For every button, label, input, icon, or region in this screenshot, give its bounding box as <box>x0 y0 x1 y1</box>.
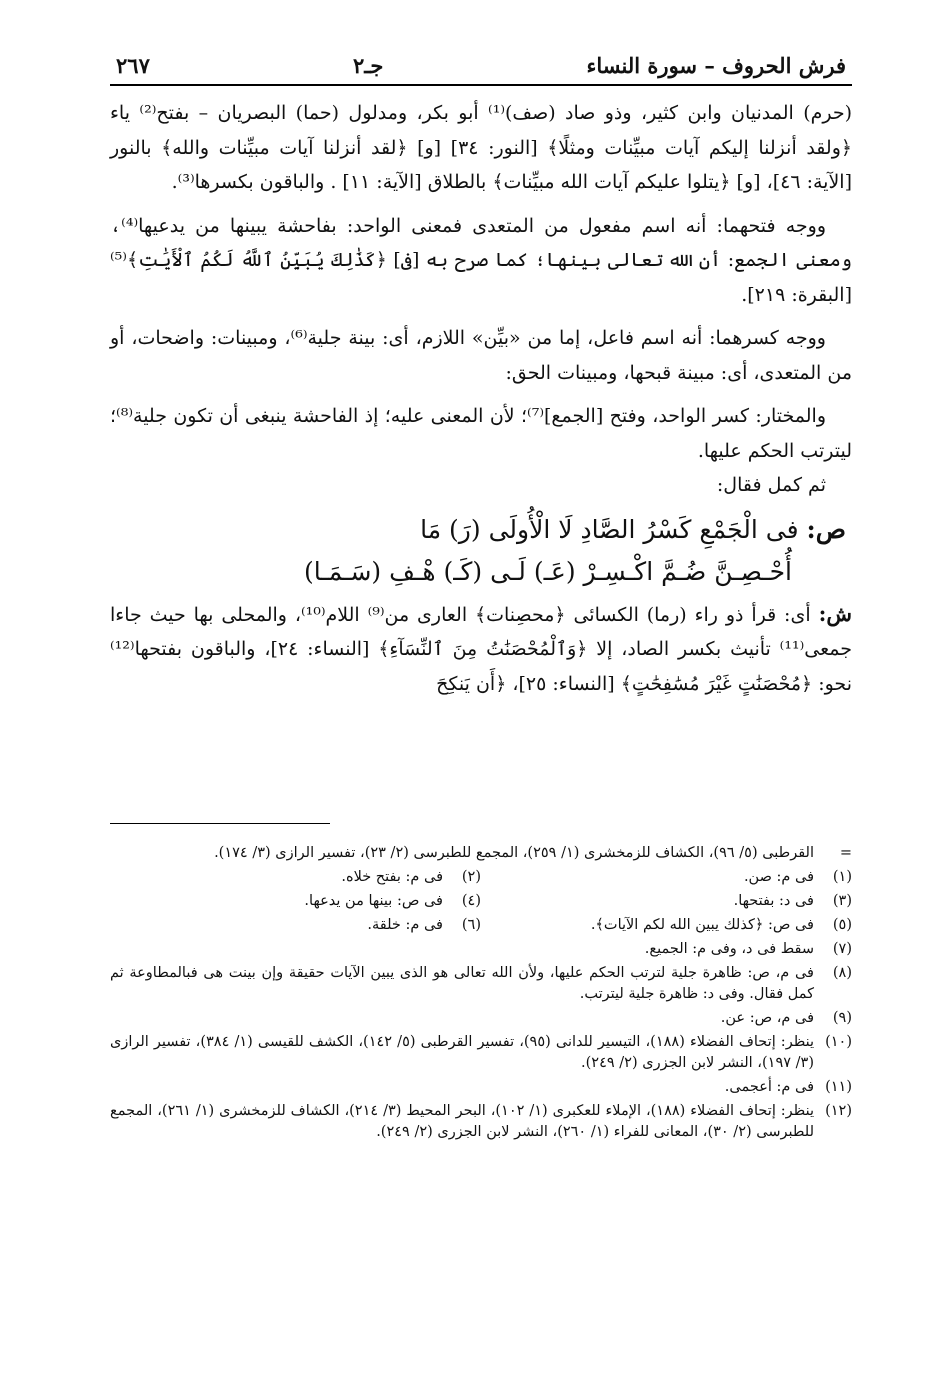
footnote-10-text: ينظر: إتحاف الفضلاء (١٨٨)، التيسير للدانى (٩٥)، تفسير القرطبى (٥/ ١٤٢)، الكشف للقيسى (١/ ٣٨٤)، تفسير الرازى (٣/ ١٩٧)، النشر لابن الجزرى (٢/ ٢٤٩). <box>110 1034 814 1071</box>
footnote-10 <box>110 1032 852 1074</box>
footnote-8 <box>110 963 852 1005</box>
commentary-lead-label: ش: <box>818 600 852 626</box>
footnote-9-text: فى م، ص: عن. <box>720 1010 814 1026</box>
footnote-2-number: (٢) <box>461 869 481 885</box>
footnote-4-text: فى ص: بينها من يدعها. <box>304 893 443 909</box>
footnote-pair-1-2 <box>110 867 852 888</box>
footnote-continued <box>110 843 852 864</box>
paragraph-3: ووجه كسرهما: أنه اسم فاعل، إما من «بيِّن» اللازم، أى: بينة جلية⁽⁶⁾، ومبينات: واضحات، أو من المتعدى، أى: مبينة قبحها، ومبينات الحق: <box>110 327 852 384</box>
footnote-12-number: (١٢) <box>825 1103 852 1119</box>
poem-line-1-text: فى الْجَمْعِ كَسْرُ الصَّادِ لَا الْأُولَى (رَ) مَا <box>420 514 799 544</box>
footnote-6-number: (٦) <box>461 917 481 933</box>
footnote-3-text: فى د: بفتحها. <box>733 893 814 909</box>
footnote-2-text: فى م: بفتح خلاه. <box>341 869 443 885</box>
footnote-12-text: ينظر: إتحاف الفضلاء (١٨٨)، الإملاء للعكبرى (١/ ١٠٢)، البحر المحيط (٣/ ٢١٤)، الكشاف للزمخشرى (١/ ٢٦١)، المجمع للطبرسى (٢/ ٣٠)، المعانى للفراء (١/ ٢٦٠)، النشر لابن الجزرى (٢/ ٢٤٩). <box>110 1103 814 1140</box>
footnote-pair-3-4 <box>110 891 852 912</box>
paragraph-6-text: أى: قرأ ذو راء (رما) الكسائى ﴿محصِنات﴾ العارى من⁽⁹⁾ اللام⁽¹⁰⁾، والمحلى بها حيث جاءا جمعى⁽¹¹⁾ تأنيث بكسر الصاد، إلا ﴿وَٱلْمُحْصَنَٰتُ مِنَ ٱلنِّسَآءِ﴾ [النساء: ٢٤]، والباقون بفتحها⁽¹²⁾ نحو: ﴿مُحْصَنَٰتٍ غَيْرَ مُسَٰفِحَٰتٍ﴾ [النساء: ٢٥]، ﴿أَن يَنكِحَ <box>110 603 852 695</box>
footnote-5-number: (٥) <box>832 917 852 933</box>
footnote-7-number: (٧) <box>832 941 852 957</box>
footnote-9-number: (٩) <box>832 1010 852 1026</box>
paragraph-2: ووجه فتحهما: أنه اسم مفعول من المتعدى فمعنى الواحد: بفاحشة يبينها من يدعيها⁽⁴⁾، ومعنى الجمع: أن الله تعالى بينها؛ كما صرح به [فى] ﴿كَذَٰلِكَ يُبَيِّنُ ٱللَّهُ لَكُمُ ٱلْأَيَٰتِ﴾⁽⁵⁾ [البقرة: ٢١٩]. <box>110 214 852 306</box>
paragraph-5: ثم كمل فقال: <box>716 474 826 496</box>
page <box>110 48 852 701</box>
footnotes <box>110 843 852 1146</box>
running-header <box>110 48 852 86</box>
footnote-6-text: فى م: خلقة. <box>367 917 443 933</box>
footnote-11 <box>110 1077 852 1098</box>
footnote-continued-text: القرطبى (٥/ ٩٦)، الكشاف للزمخشرى (١/ ٢٥٩)، المجمع للطبرسى (٢/ ٢٣)، تفسير الرازى (٣/ ١٧٤). <box>214 845 814 861</box>
paragraph-1: (حرم) المدنيان وابن كثير، وذو صاد (صف)⁽¹⁾ أبو بكر، ومدلول (حما) البصريان – بفتح⁽²⁾ ياء ﴿ولقد أنزلنا إليكم آيات مبيِّنات ومثلًا﴾ [النور: ٣٤] [و] ﴿لقد أنزلنا آيات مبيِّنات والله﴾ بالنور [الآية: ٤٦]، [و] ﴿يتلوا عليكم آيات الله مبيِّنات﴾ بالطلاق [الآية: ١١] . والباقون بكسرها⁽³⁾. <box>110 102 853 193</box>
footnote-1-text: فى م: صن. <box>743 869 814 885</box>
footnote-11-text: فى م: أعجمى. <box>724 1079 814 1095</box>
footnote-12 <box>110 1101 852 1143</box>
page-number: ٢٦٧ <box>116 53 150 78</box>
paragraph-4: والمختار: كسر الواحد، وفتح [الجمع]⁽⁷⁾؛ لأن المعنى عليه؛ إذ الفاحشة ينبغى أن تكون جلية⁽⁸⁾؛ ليترتب الحكم عليها. <box>110 405 852 462</box>
poem-lead-label: ص: <box>806 514 846 544</box>
header-title: فرش الحروف – سورة النساء <box>586 53 846 78</box>
poem-verse <box>110 509 852 593</box>
footnote-3-number: (٣) <box>832 893 852 909</box>
footnote-pair-5-6 <box>110 915 852 936</box>
header-volume: جـ٢ <box>352 53 384 78</box>
footnote-8-number: (٨) <box>832 965 852 981</box>
footnote-8-text: فى م، ص: ظاهرة جلية لترتب الحكم عليها، ولأن الله تعالى هو الذى يبين الآيات حقيقة وإن بينت هى فبالمطاوعة ثم كمل فقال. وفى د: ظاهرة جلية ليترتب. <box>110 965 814 1002</box>
footnote-10-number: (١٠) <box>825 1034 852 1050</box>
main-text <box>110 96 852 701</box>
footnote-separator <box>110 823 330 824</box>
footnote-5-text: فى ص: ﴿كذلك يبين الله لكم الآيات﴾. <box>590 917 814 933</box>
poem-line-2: أُحْـصِـنَّ ضُـمَّ اكْـسِـرْ (عَـ) لَـى (كَـ) هْـفِ (سَـمَـا) <box>304 556 792 586</box>
paragraph-6 <box>110 597 852 702</box>
footnote-7 <box>110 939 852 960</box>
footnote-continued-mark: = <box>839 845 852 861</box>
footnote-9 <box>110 1008 852 1029</box>
poem-line-1 <box>110 509 852 551</box>
footnote-4-number: (٤) <box>461 893 481 909</box>
footnote-11-number: (١١) <box>825 1079 852 1095</box>
footnote-7-text: سقط فى د، وفى م: الجميع. <box>644 941 814 957</box>
footnote-1-number: (١) <box>832 869 852 885</box>
